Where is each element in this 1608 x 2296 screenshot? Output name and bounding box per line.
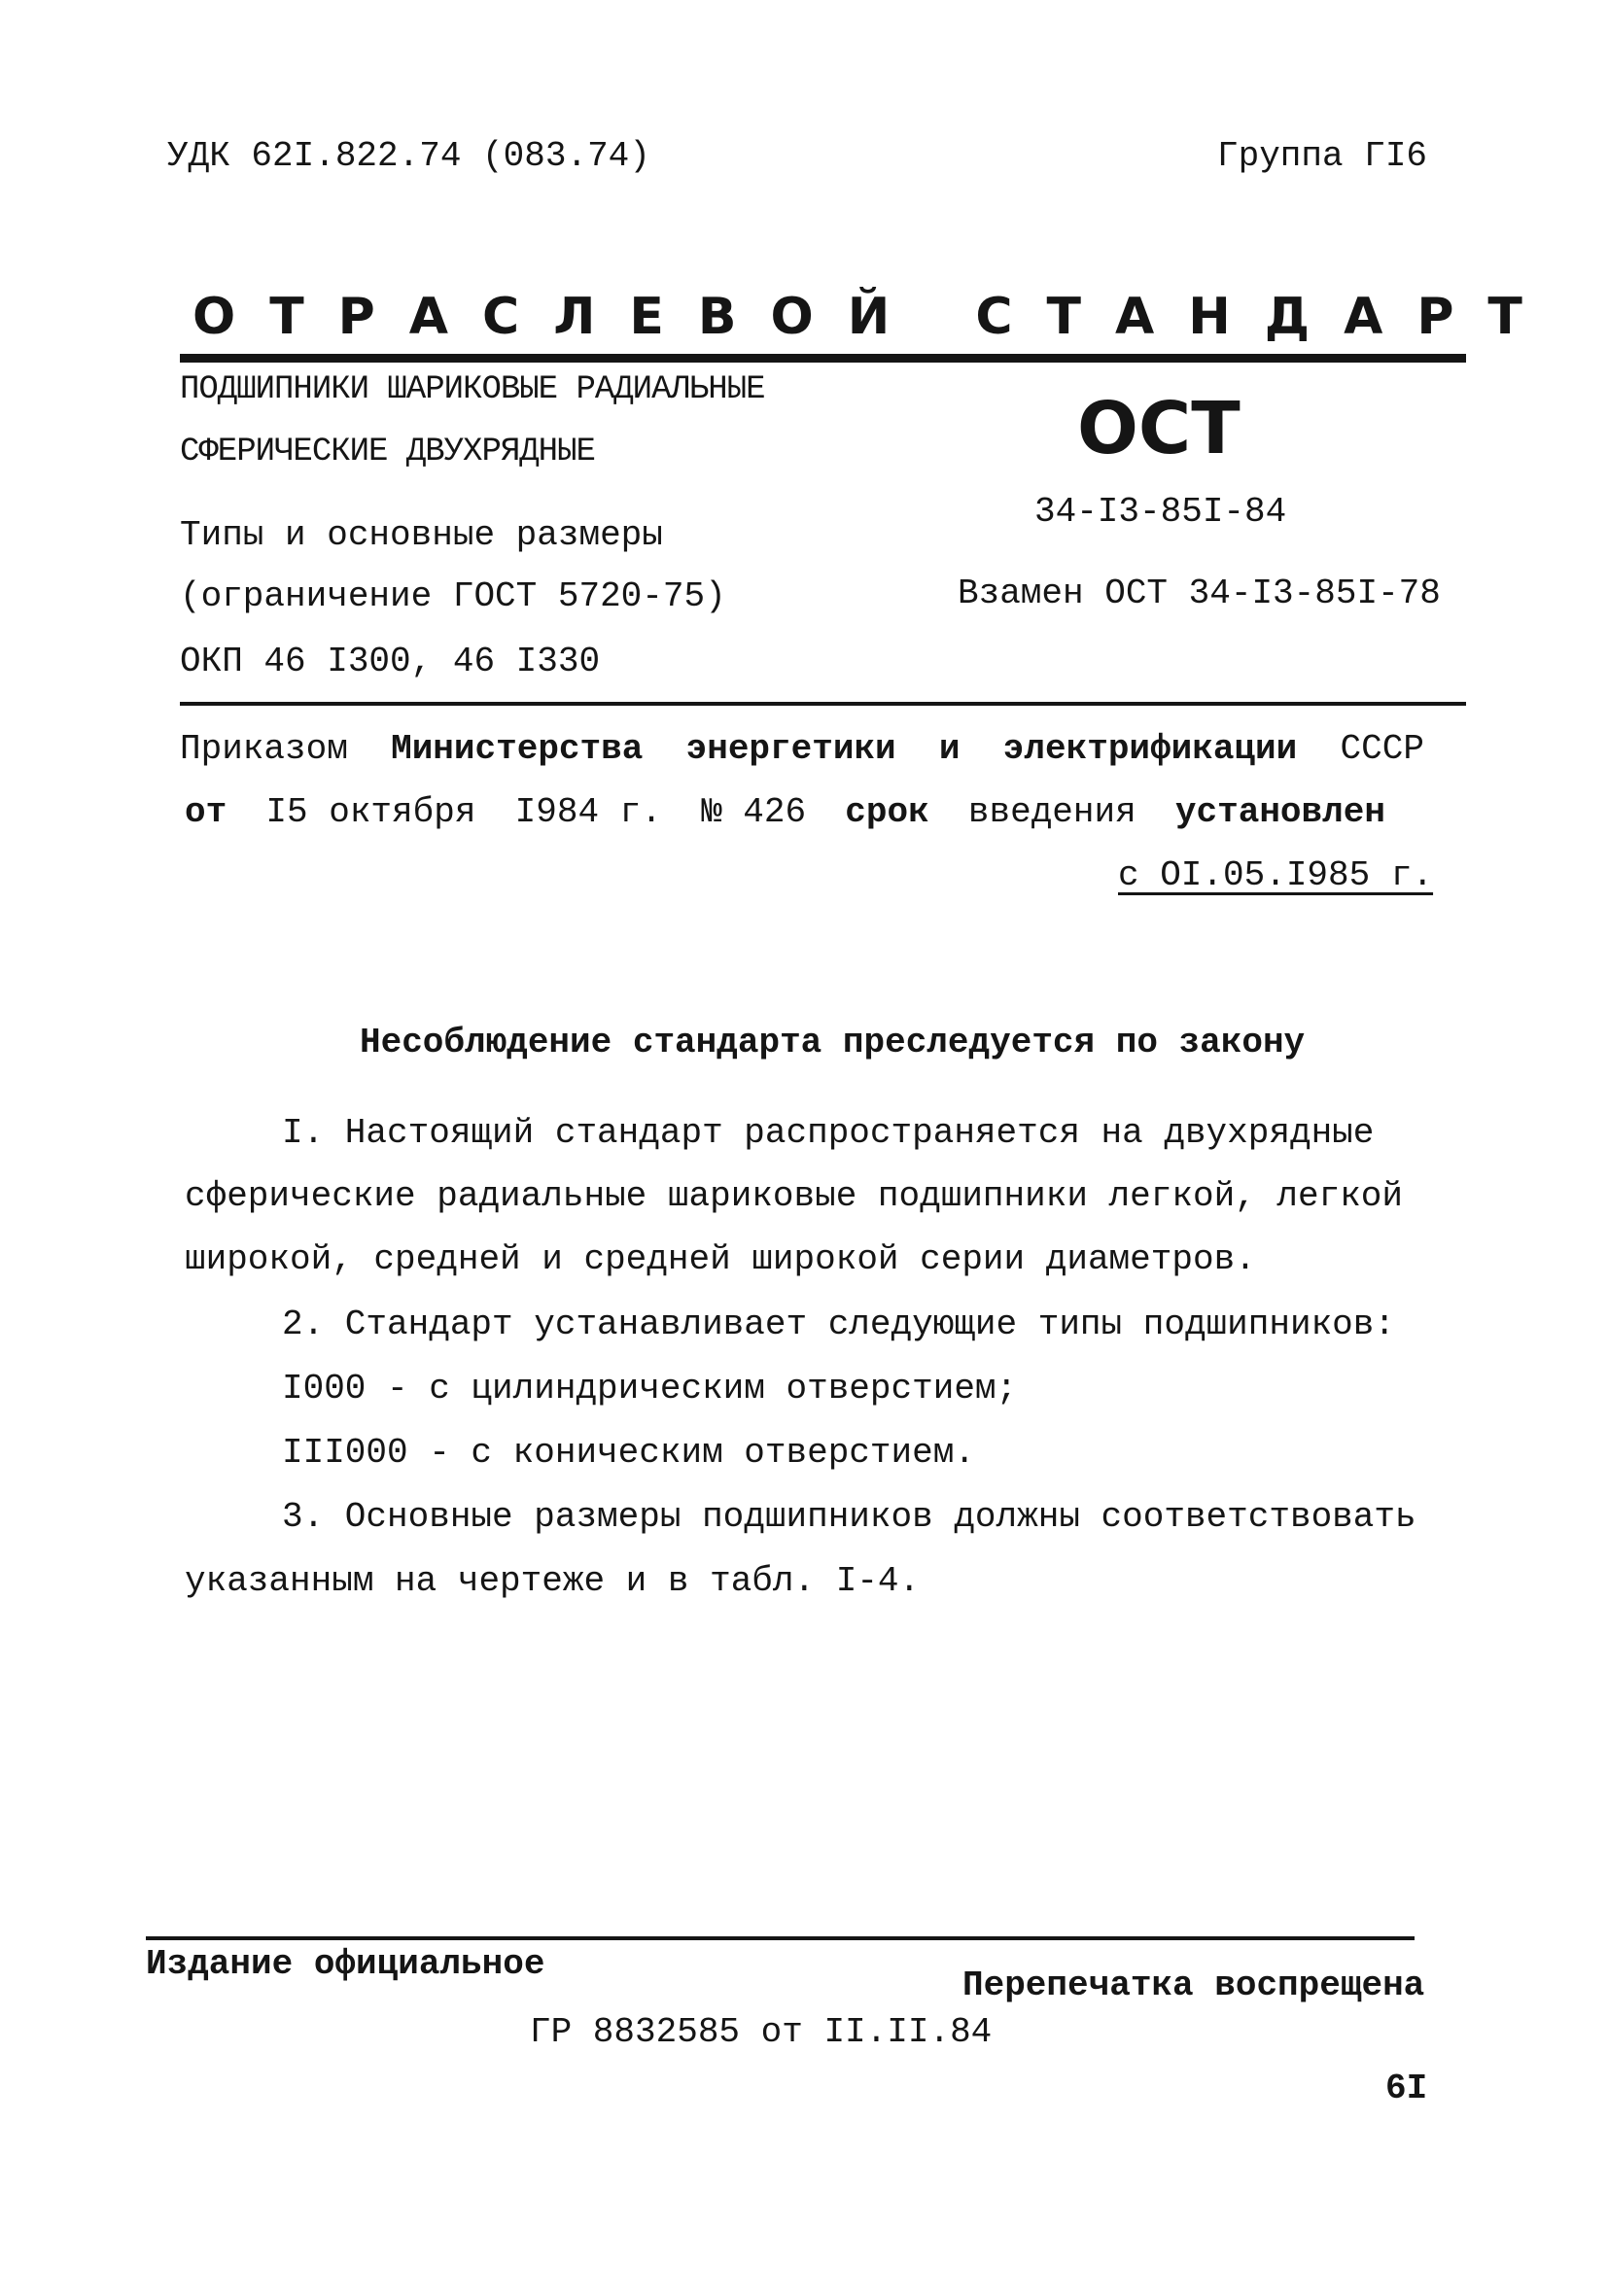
page-number: 6I: [1385, 2069, 1428, 2108]
subject-title-line-2: СФЕРИЧЕСКИЕ ДВУХРЯДНЫЕ: [180, 434, 595, 470]
udk-code: УДК 62I.822.74 (083.74): [167, 136, 650, 176]
paragraph-3-line-2: указанным на чертеже и в табл. I-4.: [185, 1561, 921, 1601]
order-line-1: [180, 729, 1424, 769]
order-word: № 426: [701, 792, 807, 832]
order-word: энергетики: [685, 729, 896, 769]
order-word: I5 октября: [265, 792, 476, 832]
order-word: Приказом: [180, 729, 348, 769]
official-edition-label: Издание официальное: [146, 1944, 545, 1984]
bearing-type-111000: III000 - с коническим отверстием.: [282, 1433, 975, 1473]
gost-restriction: (ограничение ГОСТ 5720-75): [180, 576, 726, 616]
paragraph-3-line-1: 3. Основные размеры подшипников должны соответствовать: [282, 1497, 1416, 1537]
order-divider: [180, 702, 1466, 706]
okp-codes: ОКП 46 I300, 46 I330: [180, 642, 601, 681]
order-word: электрификации: [1002, 729, 1298, 769]
effective-date: с OI.05.I985 г.: [1118, 855, 1434, 895]
order-word: I984 г.: [514, 792, 662, 832]
order-word: срок: [845, 792, 929, 832]
paragraph-1-line-1: I. Настоящий стандарт распространяется на двухрядные: [282, 1113, 1375, 1153]
paragraph-1-line-2: сферические радиальные шариковые подшипники легкой, легкой: [185, 1176, 1404, 1216]
order-line-2: [185, 792, 1385, 832]
order-word: введения: [967, 792, 1136, 832]
order-word: СССР: [1340, 729, 1424, 769]
standard-number: 34-I3-85I-84: [1034, 492, 1287, 532]
order-word: Министерства: [391, 729, 644, 769]
footer-divider: [146, 1936, 1415, 1940]
subject-title-line-1: ПОДШИПНИКИ ШАРИКОВЫЕ РАДИАЛЬНЫЕ: [180, 371, 765, 408]
bearing-type-1000: I000 - с цилиндрическим отверстием;: [282, 1369, 1018, 1409]
replaces-standard: Взамен ОСТ 34-I3-85I-78: [958, 574, 1441, 613]
paragraph-1-line-3: широкой, средней и средней широкой серии диаметров.: [185, 1239, 1256, 1279]
group-code: Группа ГI6: [1217, 136, 1428, 176]
registration-number: ГР 8832585 от II.II.84: [530, 2012, 993, 2052]
order-word: установлен: [1174, 792, 1385, 832]
header-divider: [180, 354, 1466, 363]
paragraph-2: 2. Стандарт устанавливает следующие типы подшипников:: [282, 1305, 1395, 1344]
violation-notice: Несоблюдение стандарта преследуется по закону: [360, 1023, 1306, 1062]
order-word: от: [185, 792, 227, 832]
order-word: и: [938, 729, 961, 769]
ost-mark: ОСТ: [1077, 387, 1241, 470]
subject-subtitle: Типы и основные размеры: [180, 515, 663, 555]
reprint-prohibited-label: Перепечатка воспрещена: [962, 1966, 1425, 2005]
standard-type-title: ОТРАСЛЕВОЙ СТАНДАРТ: [192, 288, 1556, 346]
